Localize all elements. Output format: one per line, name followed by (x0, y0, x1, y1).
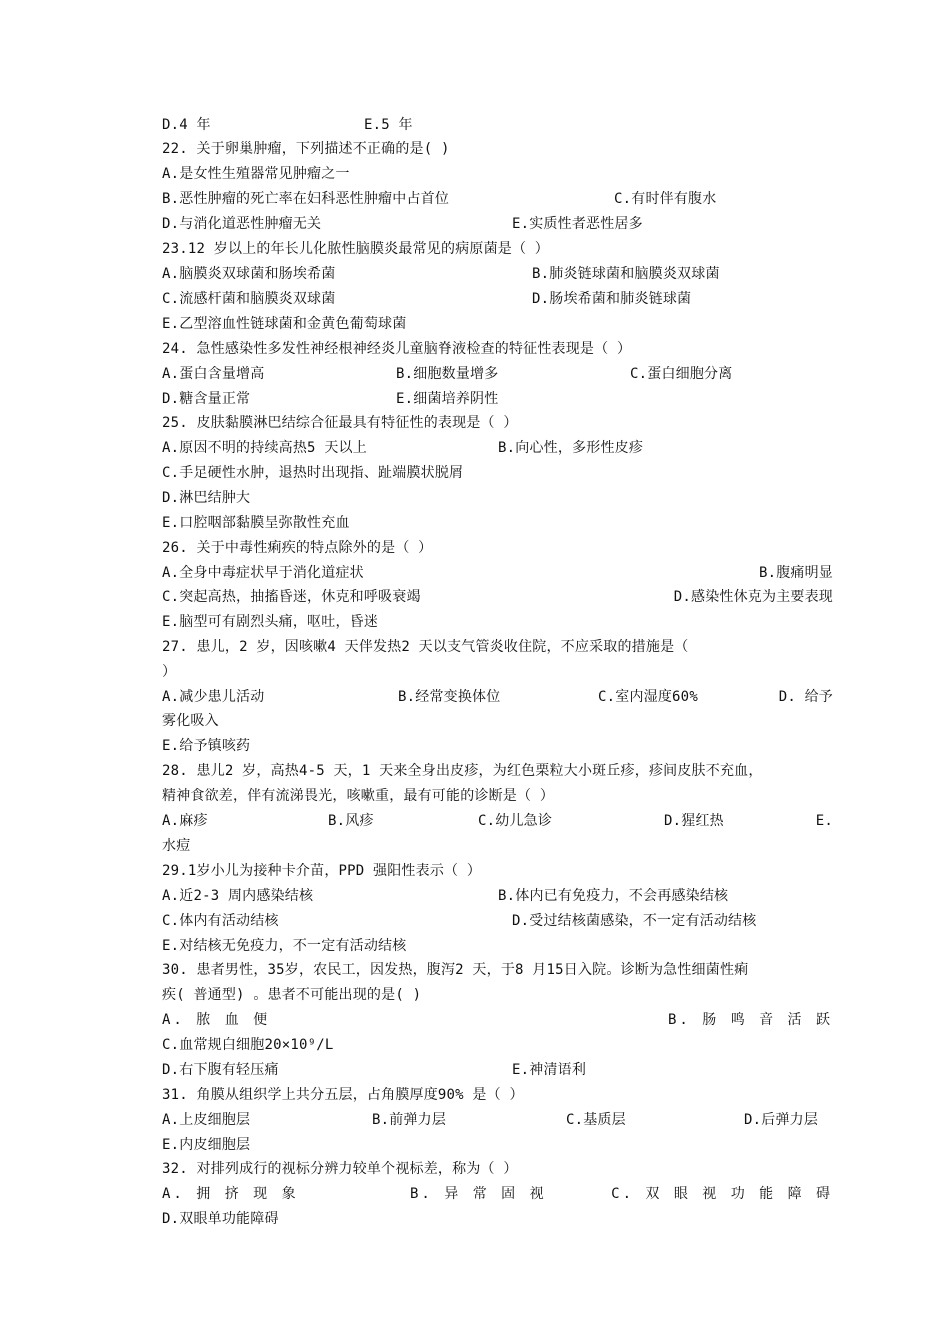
text-line (162, 1182, 833, 1206)
option-column: B.细胞数量增多 (396, 366, 499, 382)
line-text: 雾化吸入 (162, 713, 219, 729)
option-column: C.室内湿度60% (598, 689, 698, 705)
option-column: B. 异 常 固 视 (410, 1186, 547, 1202)
line-text: 32. 对排列成行的视标分辨力较单个视标差，称为（ ） (162, 1161, 518, 1177)
line-text: A. 拥 挤 现 象 (162, 1186, 299, 1202)
line-text: A.麻疹 (162, 813, 208, 829)
line-text: E.脑型可有剧烈头痛，呕吐，昏迷 (162, 614, 379, 630)
line-text: E.对结核无免疫力，不一定有活动结核 (162, 938, 407, 954)
option-column: B.向心性，多形性皮疹 (498, 440, 644, 456)
line-text: B.恶性肿瘤的死亡率在妇科恶性肿瘤中占首位 (162, 191, 450, 207)
option-column: E.细菌培养阴性 (396, 391, 499, 407)
line-text: A.蛋白含量增高 (162, 366, 265, 382)
line-text: E.内皮细胞层 (162, 1137, 251, 1153)
line-text: A.脑膜炎双球菌和肠埃希菌 (162, 266, 336, 282)
option-column: B.体内已有免疫力，不会再感染结核 (498, 888, 729, 904)
line-text: C.流感杆菌和脑膜炎双球菌 (162, 291, 336, 307)
line-text: D.与消化道恶性肿瘤无关 (162, 216, 322, 232)
line-text: 23.12 岁以上的年长儿化脓性脑膜炎最常见的病原菌是（ ） (162, 241, 549, 257)
line-text: D.双眼单功能障碍 (162, 1211, 279, 1227)
line-text: 30. 患者男性，35岁，农民工，因发热，腹泻2 天，于8 月15日入院。诊断为急性细菌性痢 (162, 962, 749, 978)
line-text: A.近2-3 周内感染结核 (162, 888, 314, 904)
line-text: A.全身中毒症状早于消化道症状 (162, 565, 364, 581)
option-column: C.有时伴有腹水 (614, 191, 717, 207)
text-line (162, 809, 833, 833)
line-text: C.突起高热，抽搐昏迷，休克和呼吸衰竭 (162, 589, 421, 605)
line-text: 24. 急性感染性多发性神经根神经炎儿童脑脊液检查的特征性表现是（ ） (162, 341, 632, 357)
text-line (162, 1008, 833, 1032)
option-column: E. (815, 813, 833, 829)
option-column: E.神清语利 (512, 1062, 587, 1078)
line-text: C.血常规白细胞20×10⁹/L (162, 1037, 334, 1053)
option-column: B.腹痛明显 (758, 565, 833, 581)
text-line (162, 585, 833, 609)
option-column: E.实质性者恶性居多 (512, 216, 643, 232)
text-line (162, 561, 833, 585)
line-text: A.是女性生殖器常见肿瘤之一 (162, 166, 350, 182)
option-column: B.肺炎链球菌和脑膜炎双球菌 (532, 266, 720, 282)
line-text: A.减少患儿活动 (162, 689, 265, 705)
line-text: 水痘 (162, 838, 191, 854)
option-column: B. 肠 鸣 音 活 跃 (667, 1012, 833, 1028)
option-column: E.5 年 (364, 117, 413, 133)
option-column: C.蛋白细胞分离 (630, 366, 733, 382)
line-text: 27. 患儿，2 岁，因咳嗽4 天伴发热2 天以支气管炎收住院，不应采取的措施是（ (162, 639, 689, 655)
option-column: B.经常变换体位 (398, 689, 501, 705)
option-column: D.猩红热 (664, 813, 724, 829)
line-text: 29.1岁小儿为接种卡介苗，PPD 强阳性表示（ ） (162, 863, 482, 879)
line-text: D.糖含量正常 (162, 391, 251, 407)
line-text: D.淋巴结肿大 (162, 490, 251, 506)
line-text: A. 脓 血 便 (162, 1012, 271, 1028)
option-column: C. 双 眼 视 功 能 障 碍 (611, 1186, 833, 1202)
option-column: B.风疹 (328, 813, 374, 829)
line-text: D.4 年 (162, 117, 211, 133)
option-column: D.受过结核菌感染，不一定有活动结核 (512, 913, 757, 929)
option-column: C.基质层 (566, 1112, 626, 1128)
line-text: 精神食欲差，伴有流涕畏光，咳嗽重，最有可能的诊断是（ ） (162, 788, 555, 804)
option-column: D. 给予 (778, 689, 833, 705)
line-text: A.原因不明的持续高热5 天以上 (162, 440, 367, 456)
option-column: D.肠埃希菌和肺炎链球菌 (532, 291, 692, 307)
line-text: 28. 患儿2 岁，高热4-5 天，1 天来全身出皮疹，为红色栗粒大小斑丘疹，疹间皮肤不充血， (162, 763, 763, 779)
line-text: 22. 关于卵巢肿瘤，下列描述不正确的是( ) (162, 141, 450, 157)
line-text: E.给予镇咳药 (162, 738, 251, 754)
line-text: C.手足硬性水肿，退热时出现指、趾端膜状脱屑 (162, 465, 464, 481)
text-line (162, 685, 833, 709)
line-text: E.口腔咽部黏膜呈弥散性充血 (162, 515, 350, 531)
line-text: E.乙型溶血性链球菌和金黄色葡萄球菌 (162, 316, 407, 332)
line-text: 31. 角膜从组织学上共分五层，占角膜厚度90% 是（ ） (162, 1087, 524, 1103)
line-text: A.上皮细胞层 (162, 1112, 251, 1128)
option-column: B.前弹力层 (372, 1112, 447, 1128)
line-text: 26. 关于中毒性痢疾的特点除外的是（ ） (162, 540, 433, 556)
line-text: 疾( 普通型) 。患者不可能出现的是( ) (162, 987, 422, 1003)
option-column: C.幼儿急诊 (478, 813, 553, 829)
line-text: D.右下腹有轻压痛 (162, 1062, 279, 1078)
option-column: D.感染性休克为主要表现 (673, 589, 833, 605)
line-text: ） (162, 664, 177, 680)
line-text: 25. 皮肤黏膜淋巴结综合征最具有特征性的表现是（ ） (162, 415, 518, 431)
option-column: D.后弹力层 (744, 1112, 819, 1128)
line-text: C.体内有活动结核 (162, 913, 279, 929)
